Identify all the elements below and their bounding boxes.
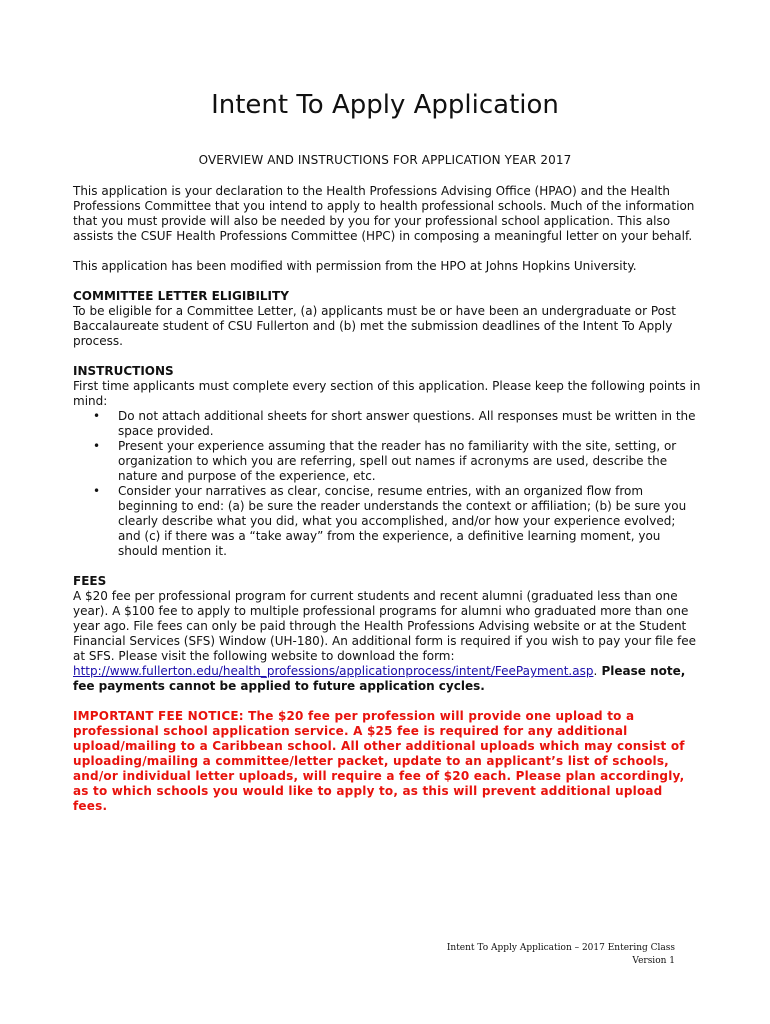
fees-heading: FEES bbox=[73, 574, 107, 588]
bullet-icon: • bbox=[93, 439, 101, 453]
document-body bbox=[73, 184, 701, 814]
modified-note: This application has been modified with permission from the HPO at Johns Hopkins University. bbox=[73, 259, 637, 273]
link-suffix: . bbox=[593, 664, 598, 678]
fees-bold-note: Please note, fee payments cannot be applied to future application cycles. bbox=[73, 664, 686, 693]
bullet-icon: • bbox=[93, 409, 101, 423]
fees-paragraph bbox=[73, 589, 701, 694]
page-subtitle: OVERVIEW AND INSTRUCTIONS FOR APPLICATION YEAR 2017 bbox=[198, 153, 572, 167]
list-item-text: Consider your narratives as clear, concise, resume entries, with an organized flow from beginning to end: (a) be sure the reader understands the context or affiliation; (b) be sure you clearly describe what you did, what you accomplished, and/or how your experience evolved; and (c) if there was a “take away” from the experience, a definitive learning moment, you should mention it. bbox=[118, 484, 687, 558]
intro-paragraph: This application is your declaration to the Health Professions Advising Office (HPAO) and the Health Professions Committee that you intend to apply to health professional schools. Much of the information that you must provide will also be needed by you for your professional school application. This also assists the CSUF Health Professions Committee (HPC) in composing a meaningful letter on your behalf. bbox=[73, 184, 695, 243]
fees-text: A $20 fee per professional program for current students and recent alumni (graduated less than one year). A $100 fee to apply to multiple professional programs for alumni who graduated more than one year ago. File fees can only be paid through the Health Professions Advising website or at the Student Financial Services (SFS) Window (UH-180). An additional form is required if you wish to pay your file fee at SFS. Please visit the following website to download the form: bbox=[73, 589, 697, 663]
list-item bbox=[73, 439, 701, 484]
instructions-list bbox=[73, 409, 701, 559]
page-footer bbox=[375, 942, 675, 968]
list-item-text: Do not attach additional sheets for short answer questions. All responses must be written in the space provided. bbox=[118, 409, 696, 438]
important-fee-notice: IMPORTANT FEE NOTICE: The $20 fee per profession will provide one upload to a professional school application service. A $25 fee is required for any additional upload/mailing to a Caribbean school. All other additional uploads which may consist of uploading/mailing a committee/letter packet, update to an applicant’s list of schools, and/or individual letter uploads, will require a fee of $20 each. Please plan accordingly, as to which schools you would like to apply to, as this will prevent additional upload fees. bbox=[73, 709, 685, 813]
eligibility-heading: COMMITTEE LETTER ELIGIBILITY bbox=[73, 289, 289, 303]
bullet-icon: • bbox=[93, 484, 101, 498]
fee-payment-link[interactable]: http://www.fullerton.edu/health_professions/applicationprocess/intent/FeePayment.asp bbox=[73, 664, 594, 678]
list-item bbox=[73, 484, 701, 559]
footer-line-1: Intent To Apply Application – 2017 Entering Class bbox=[446, 943, 675, 953]
list-item-text: Present your experience assuming that the reader has no familiarity with the site, setting, or organization to which you are referring, spell out names if acronyms are used, describe the nature and purpose of the experience, etc. bbox=[118, 439, 677, 483]
list-item bbox=[73, 409, 701, 439]
instructions-text: First time applicants must complete every section of this application. Please keep the following points in mind: bbox=[73, 379, 701, 408]
eligibility-text: To be eligible for a Committee Letter, (a) applicants must be or have been an undergraduate or Post Baccalaureate student of CSU Fullerton and (b) met the submission deadlines of the Intent To Apply process. bbox=[73, 304, 676, 348]
page-title: Intent To Apply Application bbox=[211, 90, 559, 120]
footer-line-2: Version 1 bbox=[632, 956, 675, 966]
instructions-heading: INSTRUCTIONS bbox=[73, 364, 174, 378]
